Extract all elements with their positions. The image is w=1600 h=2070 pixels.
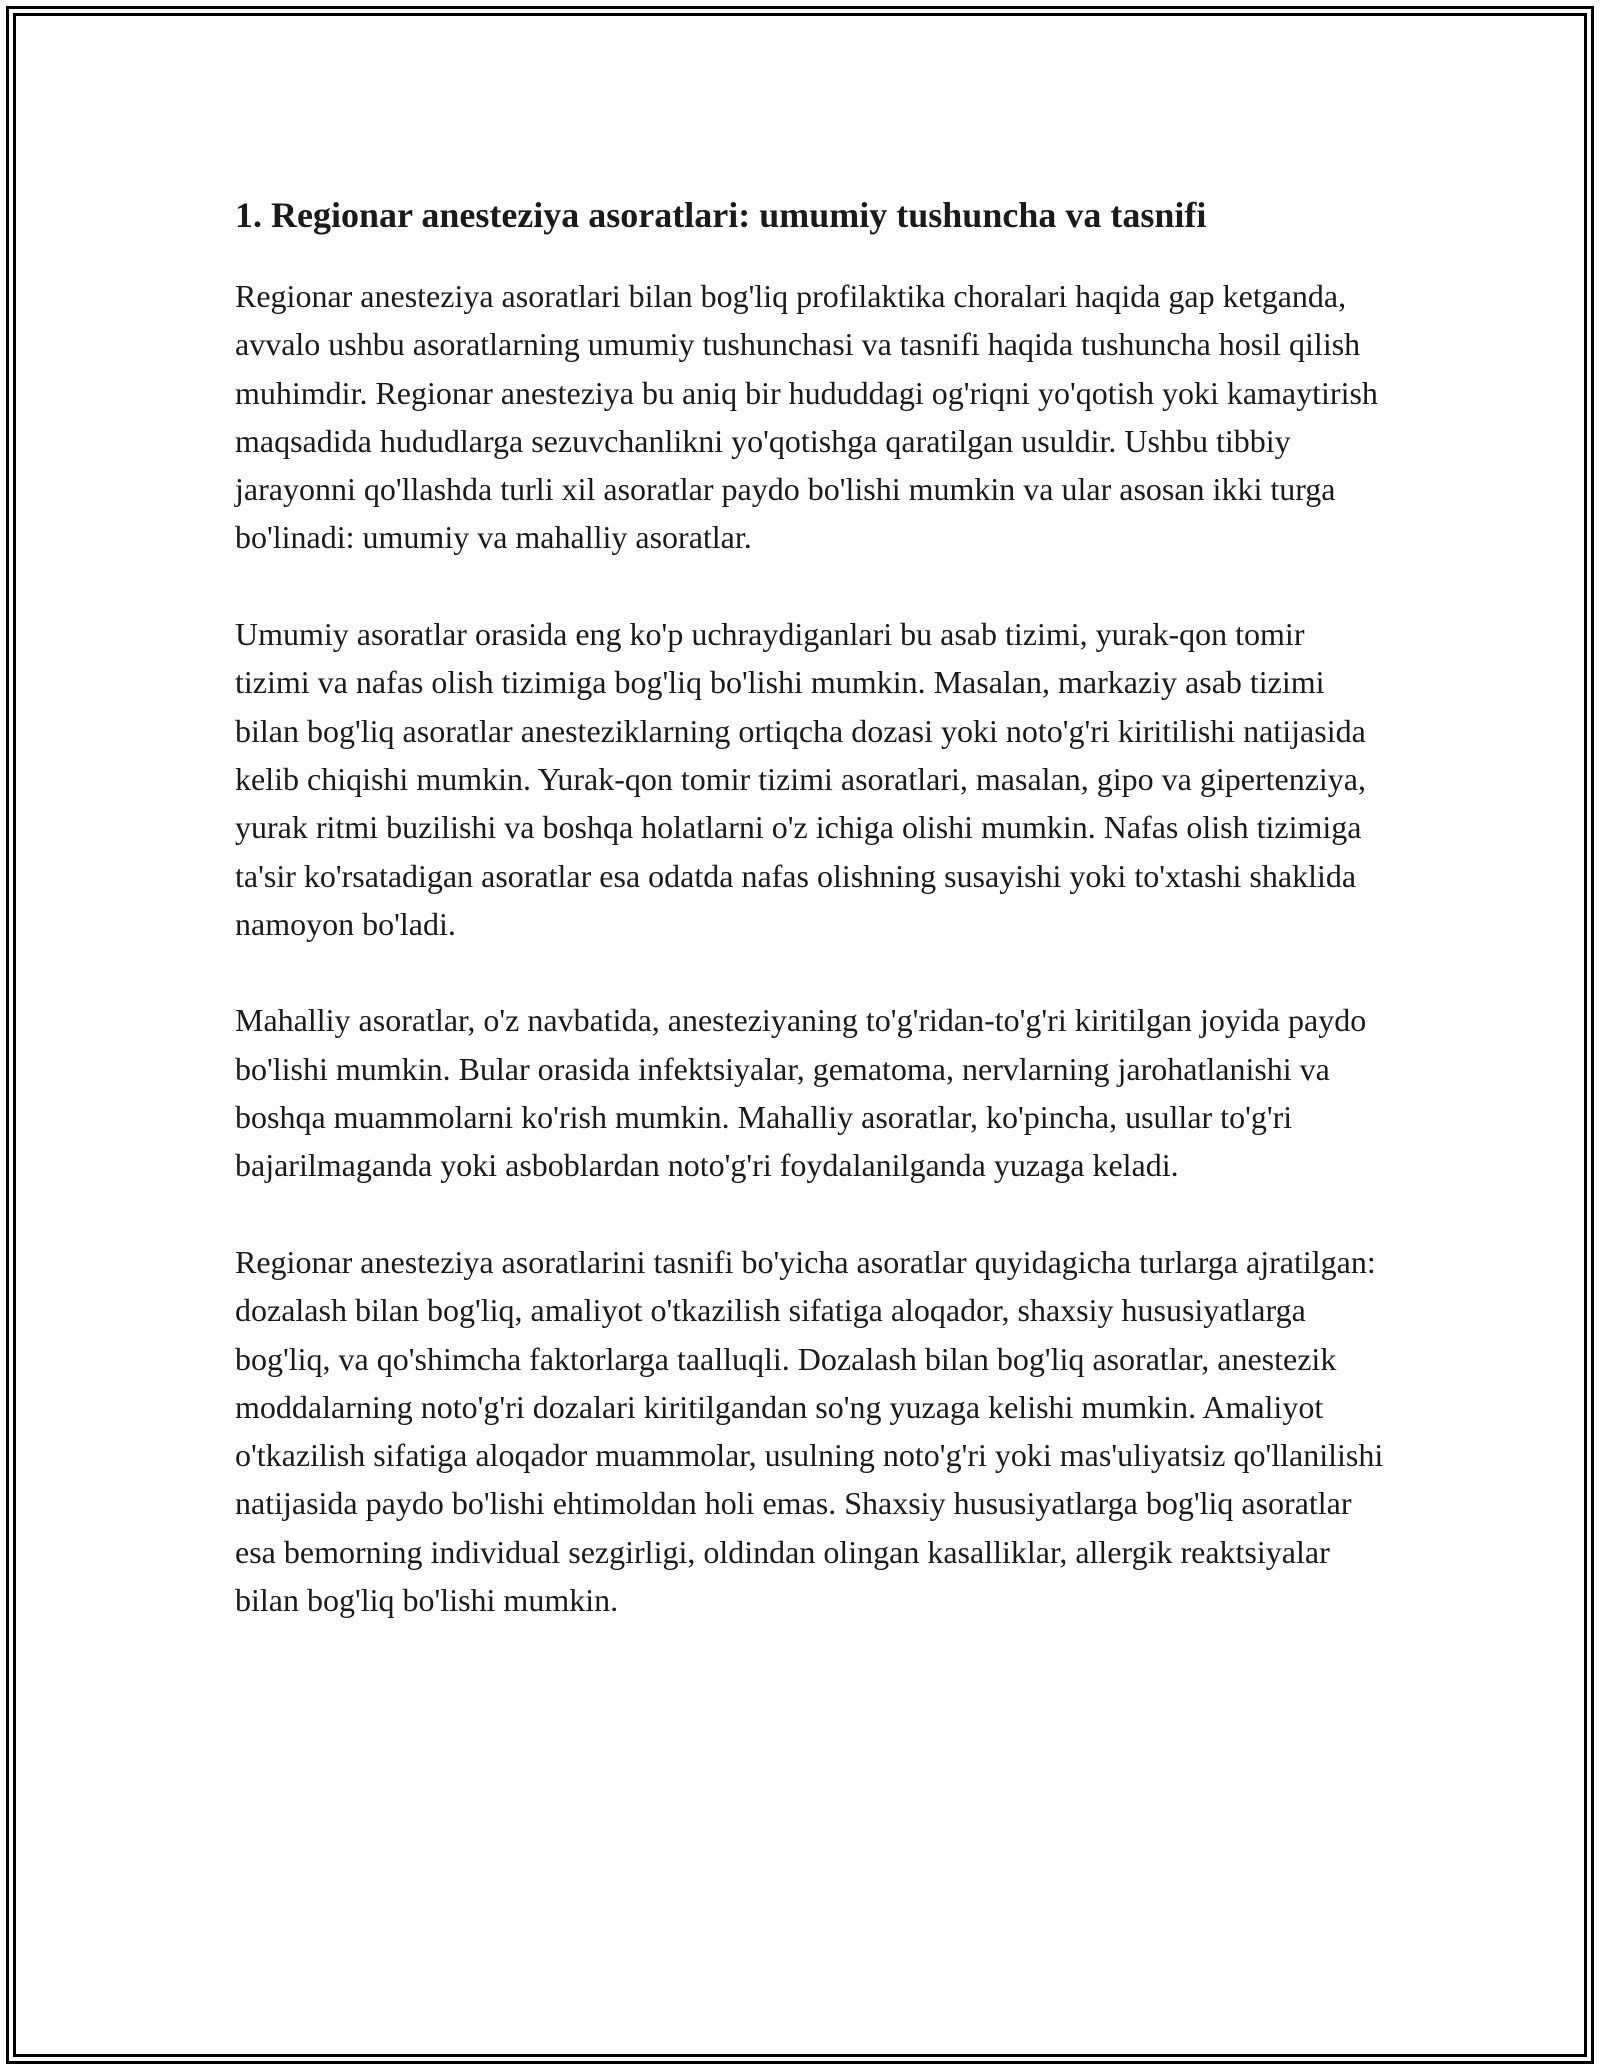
paragraph-local-complications: Mahalliy asoratlar, o'z navbatida, anesteziyaning to'g'ridan-to'g'ri kiritilgan joyida paydo bo'lishi mumkin. Bular orasida infektsiyalar, gematoma, nervlarning jarohatlanishi va boshqa muammolarni ko'rish mumkin. Mahalliy asoratlar, ko'pincha, usullar to'g'ri bajarilmaganda yoki asboblardan noto'g'ri foydalanilganda yuzaga keladi.: [235, 1002, 1367, 1184]
paragraph-intro: Regionar anesteziya asoratlari bilan bog'liq profilaktika choralari haqida gap ketganda, avvalo ushbu asoratlarning umumiy tushunchasi va tasnifi haqida tushuncha hosil qilish muhimdir. Regionar anesteziya bu aniq bir hududdagi og'riqni yo'qotish yoki kamaytirish maqsadida hududlarga sezuvchanlikni yo'qotishga qaratilgan usuldir. Ushbu tibbiy jarayonni qo'llashda turli xil asoratlar paydo bo'lishi mumkin va ular asosan ikki turga bo'linadi: umumiy va mahalliy asoratlar.: [235, 278, 1378, 556]
document-body: [235, 186, 1385, 1673]
paragraph-classification: Regionar anesteziya asoratlarini tasnifi bo'yicha asoratlar quyidagicha turlarga ajratilgan: dozalash bilan bog'liq, amaliyot o'tkazilish sifatiga aloqador, shaxsiy hususiyatlarga bog'liq, va qo'shimcha faktorlarga taalluqli. Dozalash bilan bog'liq asoratlar, anestezik moddalarning noto'g'ri dozalari kiritilgandan so'ng yuzaga kelishi mumkin. Amaliyot o'tkazilish sifatiga aloqador muammolar, usulning noto'g'ri yoki mas'uliyatsiz qo'llanilishi natijasida paydo bo'lishi ehtimoldan holi emas. Shaxsiy hususiyatlarga bog'liq asoratlar esa bemorning individual sezgirligi, oldindan olingan kasalliklar, allergik reaktsiyalar bilan bog'liq bo'lishi mumkin.: [235, 1243, 1384, 1619]
paragraph-general-complications: Umumiy asoratlar orasida eng ko'p uchraydiganlari bu asab tizimi, yurak-qon tomir tizimi va nafas olish tizimiga bog'liq bo'lishi mumkin. Masalan, markaziy asab tizimi bilan bog'liq asoratlar anesteziklarning ortiqcha dozasi yoki noto'g'ri kiritilishi natijasida kelib chiqishi mumkin. Yurak-qon tomir tizimi asoratlari, masalan, gipo va gipertenziya, yurak ritmi buzilishi va boshqa holatlarni o'z ichiga olishi mumkin. Nafas olish tizimiga ta'sir ko'rsatadigan asoratlar esa odatda nafas olishning susayishi yoki to'xtashi shaklida namoyon bo'ladi.: [235, 616, 1366, 942]
section-heading: 1. Regionar anesteziya asoratlari: umumiy tushuncha va tasnifi: [235, 195, 1207, 235]
